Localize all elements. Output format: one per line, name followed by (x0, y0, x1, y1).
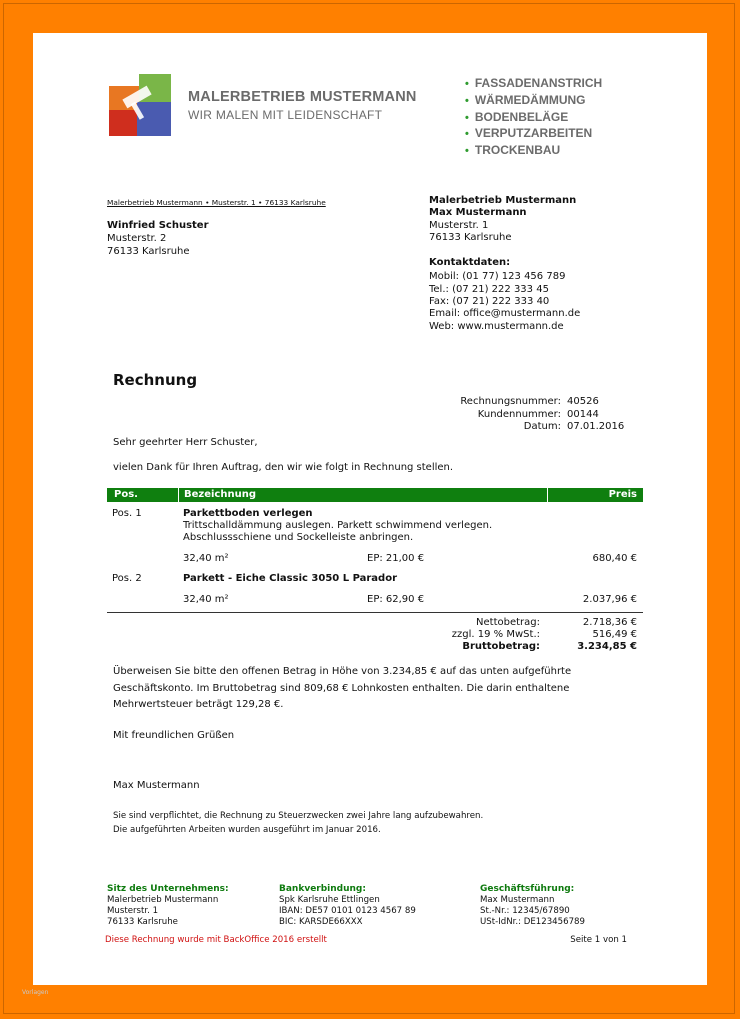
sender-person: Max Mustermann (429, 207, 527, 218)
payment-text: Geschäftskonto. Im Bruttobetrag sind 809,68 € Lohnkosten enthalten. Die darin enthaltene (113, 683, 570, 694)
invoice-date-label: Datum: (523, 421, 561, 432)
invoice-page (33, 33, 707, 985)
footer-mgmt-line: St.-Nr.: 12345/67890 (480, 906, 570, 916)
created-with-note: Diese Rechnung wurde mit BackOffice 2016 erstellt (105, 935, 327, 945)
bullet-icon: • (465, 128, 469, 141)
notes-text: Sie sind verpflichtet, die Rechnung zu Steuerzwecken zwei Jahre lang aufzubewahren. (113, 811, 484, 821)
closing: Mit freundlichen Grüßen (113, 730, 235, 741)
services-list (465, 75, 602, 159)
header-pos: Pos. (114, 489, 138, 500)
contact-heading: Kontaktdaten: (429, 257, 511, 268)
header-description: Bezeichnung (184, 489, 256, 500)
vat-amount: 516,49 € (592, 629, 637, 640)
sender-street: Musterstr. 1 (429, 220, 489, 231)
signature-name: Max Mustermann (113, 780, 200, 791)
item-unit-price: EP: 21,00 € (367, 553, 425, 564)
item-description: Trittschalldämmung auslegen. Parkett schwimmend verlegen. (183, 520, 493, 531)
payment-text: Überweisen Sie bitte den offenen Betrag in Höhe von 3.234,85 € auf das unten aufgeführte (113, 666, 572, 677)
item-total: 680,40 € (592, 553, 637, 564)
contact-mobile: Mobil: (01 77) 123 456 789 (429, 271, 566, 282)
recipient-city: 76133 Karlsruhe (107, 246, 190, 257)
net-amount: 2.718,36 € (582, 617, 637, 628)
header-price: Preis (608, 489, 637, 500)
footer-seat-heading: Sitz des Unternehmens: (107, 884, 229, 894)
item-quantity: 32,40 m² (183, 553, 229, 564)
header-divider (178, 488, 179, 502)
item-title: Parkettboden verlegen (183, 508, 313, 519)
contact-fax: Fax: (07 21) 222 333 40 (429, 296, 550, 307)
recipient-street: Musterstr. 2 (107, 233, 167, 244)
vat-label: zzgl. 19 % MwSt.: (451, 629, 540, 640)
footer-bank-heading: Bankverbindung: (279, 884, 366, 894)
customer-number: 00144 (567, 408, 599, 420)
gross-label: Bruttobetrag: (462, 641, 540, 652)
sender-city: 76133 Karlsruhe (429, 232, 512, 243)
header-divider (547, 488, 548, 502)
footer-bank-line: IBAN: DE57 0101 0123 4567 89 (279, 906, 416, 916)
service-item: • WÄRMEDÄMMUNG (465, 92, 586, 107)
recipient-name: Winfried Schuster (107, 220, 209, 231)
contact-phone: Tel.: (07 21) 222 333 45 (429, 284, 549, 295)
footer-mgmt-line: Max Mustermann (480, 895, 555, 905)
footer-seat-line: Malerbetrieb Mustermann (107, 895, 219, 905)
bullet-icon: • (465, 94, 469, 107)
invoice-meta (460, 396, 627, 434)
bullet-icon: • (465, 111, 469, 124)
service-item: • BODENBELÄGE (465, 109, 569, 124)
item-pos: Pos. 1 (112, 508, 142, 519)
watermark: Vorlagen (22, 989, 49, 996)
footer-mgmt-line: USt-IdNr.: DE123456789 (480, 917, 585, 927)
item-pos: Pos. 2 (112, 573, 142, 584)
notes-text: Die aufgeführten Arbeiten wurden ausgeführt im Januar 2016. (113, 825, 381, 835)
footer-bank-line: Spk Karlsruhe Ettlingen (279, 895, 380, 905)
bullet-icon: • (465, 145, 469, 158)
sender-company: Malerbetrieb Mustermann (429, 195, 577, 206)
payment-text: Mehrwertsteuer beträgt 129,28 €. (113, 699, 284, 710)
salutation: Sehr geehrter Herr Schuster, (113, 437, 258, 448)
contact-web[interactable]: Web: www.mustermann.de (429, 321, 564, 332)
customer-number-label: Kundennummer: (477, 408, 561, 420)
item-unit-price: EP: 62,90 € (367, 594, 425, 605)
item-total: 2.037,96 € (582, 594, 637, 605)
contact-email[interactable]: Email: office@mustermann.de (429, 308, 581, 319)
invoice-number: 40526 (567, 396, 599, 407)
item-description: Abschlussschiene und Sockelleiste anbringen. (183, 532, 414, 543)
service-item: • VERPUTZARBEITEN (465, 126, 593, 141)
footer-bank-line: BIC: KARSDE66XXX (279, 917, 363, 927)
invoice-title: Rechnung (113, 371, 198, 389)
net-label: Nettobetrag: (476, 617, 540, 628)
intro-text: vielen Dank für Ihren Auftrag, den wir wie folgt in Rechnung stellen. (113, 462, 454, 473)
item-quantity: 32,40 m² (183, 594, 229, 605)
page-number: Seite 1 von 1 (570, 935, 627, 945)
item-title: Parkett - Eiche Classic 3050 L Parador (183, 573, 398, 584)
company-name: MALERBETRIEB MUSTERMANN (188, 89, 417, 105)
service-item: • FASSADENANSTRICH (465, 76, 603, 90)
gross-amount: 3.234,85 € (577, 641, 637, 652)
company-slogan: WIR MALEN MIT LEIDENSCHAFT (188, 108, 383, 122)
table-divider (107, 612, 643, 613)
bullet-icon: • (465, 78, 469, 90)
footer-mgmt-heading: Geschäftsführung: (480, 884, 575, 894)
footer-seat-line: Musterstr. 1 (107, 906, 159, 916)
invoice-date: 07.01.2016 (567, 421, 625, 432)
invoice-number-label: Rechnungsnummer: (460, 396, 561, 407)
sender-address-line: Malerbetrieb Mustermann • Musterstr. 1 • 76133 Karlsruhe (107, 198, 326, 207)
company-logo-icon (109, 74, 171, 136)
items-table-header (107, 488, 643, 502)
footer-seat-line: 76133 Karlsruhe (107, 917, 178, 927)
service-item: • TROCKENBAU (465, 143, 561, 158)
